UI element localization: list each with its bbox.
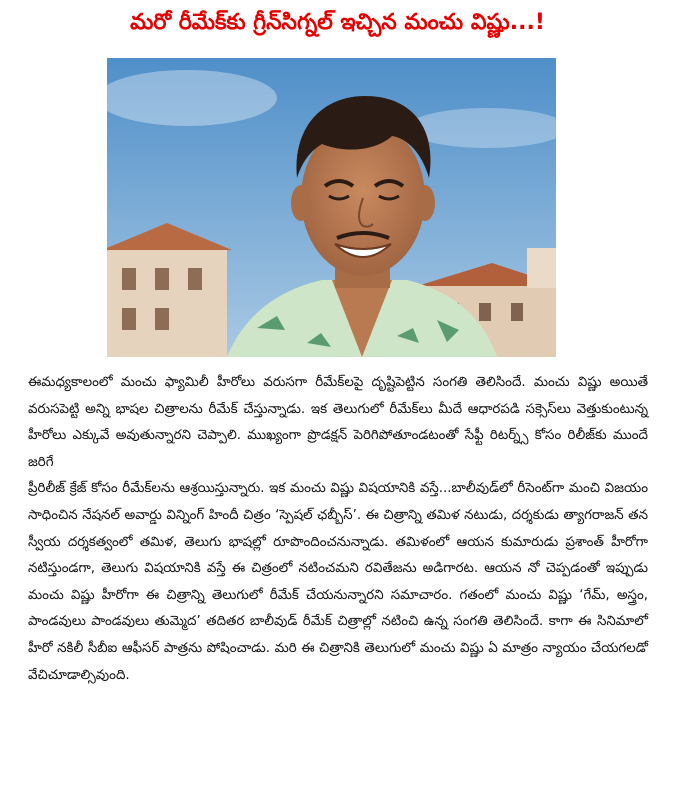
building-left <box>107 223 232 357</box>
portrait-photo <box>107 58 556 357</box>
article-headline: మరో రీమేక్‌కు గ్రీన్‌సిగ్నల్ ఇచ్చిన మంచు విష్ణు...! <box>130 10 545 35</box>
article-body <box>28 370 648 689</box>
article-paragraph: ప్రీరిలీజ్ క్రేజ్ కోసం రీమేక్‌లను ఆశ్రయిస్తున్నారు. ఇక మంచు విష్ణు విషయానికి వస్తే...బాలీవుడ్‌లో రీసెంట్‌గా మంచి విజయం సాధించిన నేషనల్ అవార్డు విన్నింగ్ హిందీ చిత్రం ‘స్పెషల్ ఛబ్బీస్’. ఈ చిత్రాన్ని తమిళ నటుడు, దర్శకుడు త్యాగరాజన్ తన స్వీయ దర్శకత్వంలో తమిళ, తెలుగు భాషల్లో రూపొందించనున్నాడు. తమిళంలో ఆయన కుమారుడు ప్రశాంత్ హీరోగా నటిస్తుండగా, తెలుగు విషయానికి వస్తే ఈ చిత్రంలో నటించమని రవితేజను అడిగారట. ఆయన నో చెప్పడంతో ఇప్పుడు మంచు విష్ణు హీరోగా ఈ చిత్రాన్ని తెలుగులో రీమేక్ చేయనున్నారని సమాచారం. గతంలో మంచు విష్ణు ‘గేమ్, అస్త్రం, పాండవులు పాండవులు తుమ్మెద’ తదితర బాలీవుడ్ రీమేక్ చిత్రాల్లో నటించి ఉన్న సంగతి తెలిసిందే. కాగా ఈ సినిమాలో హీరో నకిలీ సీబీఐ ఆఫీసర్ పాత్రను పోషించాడు. మరి ఈ చిత్రానికి తెలుగులో మంచు విష్ణు ఏ మాత్రం న్యాయం చేయగలడో వేచిచూడాల్సివుంది. <box>28 481 648 683</box>
article-photo <box>107 58 556 357</box>
article-paragraph: ఈమధ్యకాలంలో మంచు ఫ్యామిలీ హీరోలు వరుసగా రీమేక్‌లపై దృష్టిపెట్టిన సంగతి తెలిసిందే. మంచు విష్ణు అయితే వరుసపెట్టి అన్ని భాషల చిత్రాలను రీమేక్ చేస్తున్నాడు. ఇక తెలుగులో రీమేక్‌లు మీదే ఆధారపడి సక్సెస్‌లు వెత్తుకుంటున్న హీరోలు ఎక్కువే అవుతున్నారని చెప్పాలి. ముఖ్యంగా ప్రొడక్షన్ పెరిగిపోతూండటంతో సేఫ్టీ రిటర్న్స్ కోసం రిలీజ్‌కు ముందే జరిగే <box>28 375 648 470</box>
